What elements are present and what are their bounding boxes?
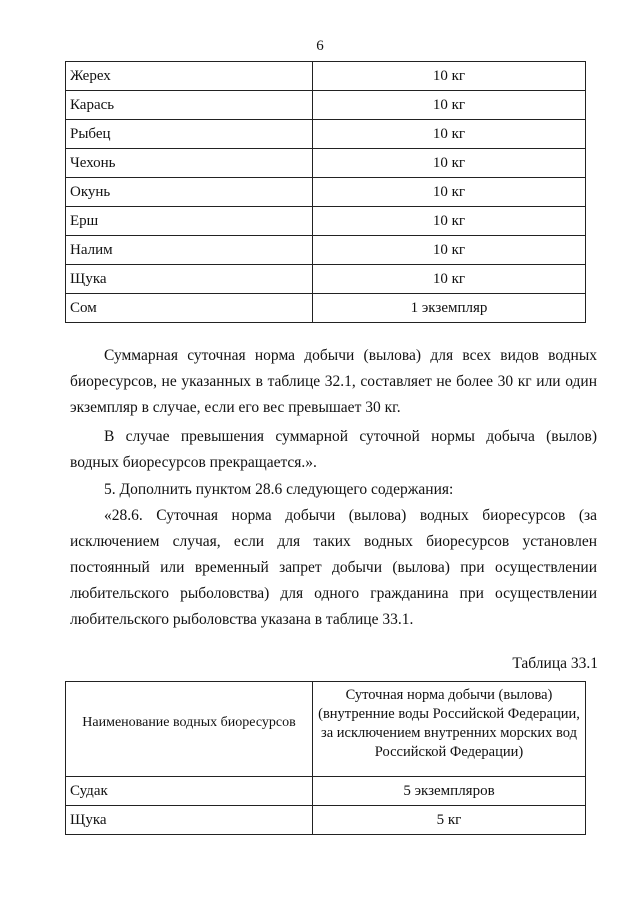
norm-value-cell: 10 кг <box>313 265 586 294</box>
table-row <box>66 207 586 236</box>
norm-value-cell: 5 экземпляров <box>313 777 586 806</box>
table-row <box>66 265 586 294</box>
norm-value-cell: 5 кг <box>313 806 586 835</box>
fish-name-cell: Щука <box>66 265 313 294</box>
fish-name-cell: Налим <box>66 236 313 265</box>
table-header-row <box>66 682 586 777</box>
table-caption: Таблица 33.1 <box>512 655 598 672</box>
table-row <box>66 777 586 806</box>
fish-name-cell: Жерех <box>66 62 313 91</box>
fish-name-cell: Окунь <box>66 178 313 207</box>
norm-value-cell: 10 кг <box>313 178 586 207</box>
norm-value-cell: 10 кг <box>313 149 586 178</box>
norm-value-cell: 10 кг <box>313 120 586 149</box>
page-number: 6 <box>316 38 324 54</box>
norm-value-cell: 10 кг <box>313 207 586 236</box>
norm-value-cell: 10 кг <box>313 91 586 120</box>
fish-name-cell: Чехонь <box>66 149 313 178</box>
norm-value-cell: 1 экземпляр <box>313 294 586 323</box>
norm-value-cell: 10 кг <box>313 236 586 265</box>
table-row <box>66 236 586 265</box>
table-row <box>66 806 586 835</box>
header-name-cell: Наименование водных биоресурсов <box>66 682 313 777</box>
fish-name-cell: Сом <box>66 294 313 323</box>
paragraph-total-norm: Суммарная суточная норма добычи (вылова) для всех видов водных биоресурсов, не указанных в таблице 32.1, составляет не более 30 кг или один экземпляр в случае, если его вес превышает 30 кг. <box>70 347 597 416</box>
table-row <box>66 91 586 120</box>
paragraph-clause-28-6: «28.6. Суточная норма добычи (вылова) водных биоресурсов (за исключением случая, если для таких водных биоресурсов установлен постоянный или временный запрет добычи (вылова) при осуществлении любительского рыболовства) для одного гражданина при осуществлении любительского рыболовства указана в таблице 33.1. <box>70 507 597 628</box>
fish-norms-table <box>65 61 586 323</box>
table-row <box>66 178 586 207</box>
fish-name-cell: Рыбец <box>66 120 313 149</box>
table-row <box>66 120 586 149</box>
fish-name-cell: Ерш <box>66 207 313 236</box>
table-row <box>66 62 586 91</box>
table-row <box>66 294 586 323</box>
daily-norm-table <box>65 681 586 835</box>
fish-name-cell: Щука <box>66 806 313 835</box>
paragraph-amendment: 5. Дополнить пунктом 28.6 следующего содержания: <box>104 481 454 498</box>
fish-name-cell: Карась <box>66 91 313 120</box>
fish-name-cell: Судак <box>66 777 313 806</box>
header-value-cell: Суточная норма добычи (вылова) (внутренние воды Российской Федерации, за исключением внутренних морских вод Российской Федерации) <box>313 682 586 777</box>
table-row <box>66 149 586 178</box>
norm-value-cell: 10 кг <box>313 62 586 91</box>
paragraph-exceed-norm: В случае превышения суммарной суточной нормы добыча (вылов) водных биоресурсов прекращается.». <box>70 428 597 471</box>
